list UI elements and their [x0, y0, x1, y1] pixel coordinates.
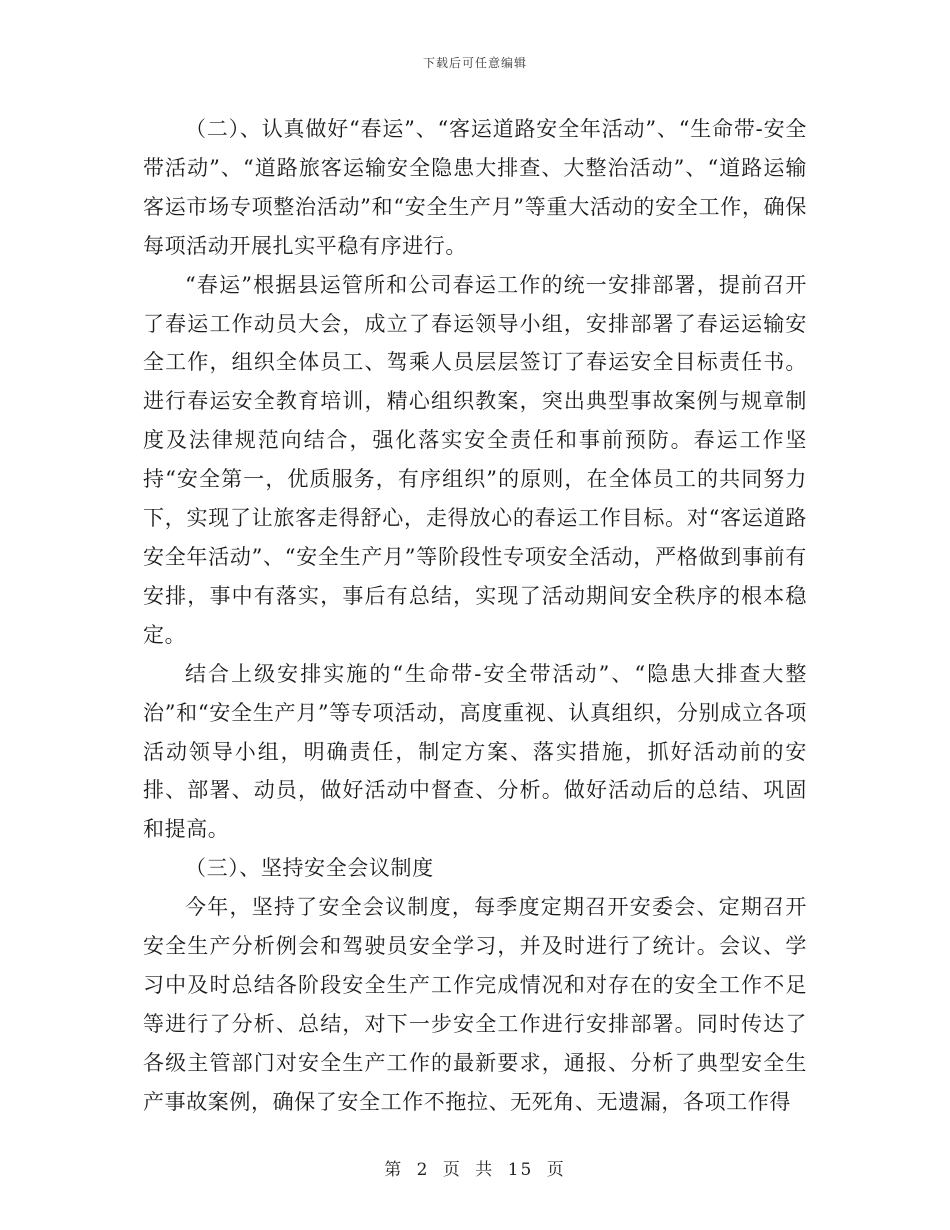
header-note: 下载后可任意编辑	[422, 56, 527, 70]
paragraph-safety-meetings: 今年，坚持了安全会议制度，每季度定期召开安委会、定期召开安全生产分析例会和驾驶员安全学习，并及时进行了统计。会议、学习中及时总结各阶段安全生产工作完成情况和对存在的安全工作不足等进行了分析、总结，对下一步安全工作进行安排部署。同时传达了各级主管部门对安全生产工作的最新要求，通报、分析了典型安全生产事故案例，确保了安全工作不拖拉、无死角、无遗漏，各项工作得	[143, 895, 807, 1114]
document-body	[143, 110, 807, 1122]
paragraph-special-activities: 结合上级安排实施的“生命带-安全带活动”、“隐患大排查大整治”和“安全生产月”等专项活动，高度重视、认真组织，分别成立各项活动领导小组，明确责任，制定方案、落实措施，抓好活动前的安排、部署、动员，做好活动中督查、分析。做好活动后的总结、巩固和提高。	[143, 661, 807, 842]
page-number: 第 2 页 共 15 页	[384, 1160, 566, 1180]
section-three-heading: （三）、坚持安全会议制度	[185, 856, 434, 881]
paragraph-section-two-heading: （二）、认真做好“春运”、“客运道路安全年活动”、“生命带-安全带活动”、“道路旅客运输安全隐患大排查、大整治活动”、“道路运输客运市场专项整治活动”和“安全生产月”等重大活动的安全工作，确保每项活动开展扎实平稳有序进行。	[143, 117, 807, 258]
paragraph-spring-transport: “春运”根据县运管所和公司春运工作的统一安排部署，提前召开了春运工作动员大会，成立了春运领导小组，安排部署了春运运输安全工作，组织全体员工、驾乘人员层层签订了春运安全目标责任书。进行春运安全教育培训，精心组织教案，突出典型事故案例与规章制度及法律规范向结合，强化落实安全责任和事前预防。春运工作坚持“安全第一，优质服务，有序组织”的原则，在全体员工的共同努力下，实现了让旅客走得舒心，走得放心的春运工作目标。对“客运道路安全年活动”、“安全生产月”等阶段性专项安全活动，严格做到事前有安排，事中有落实，事后有总结，实现了活动期间安全秩序的根本稳定。	[143, 272, 807, 647]
